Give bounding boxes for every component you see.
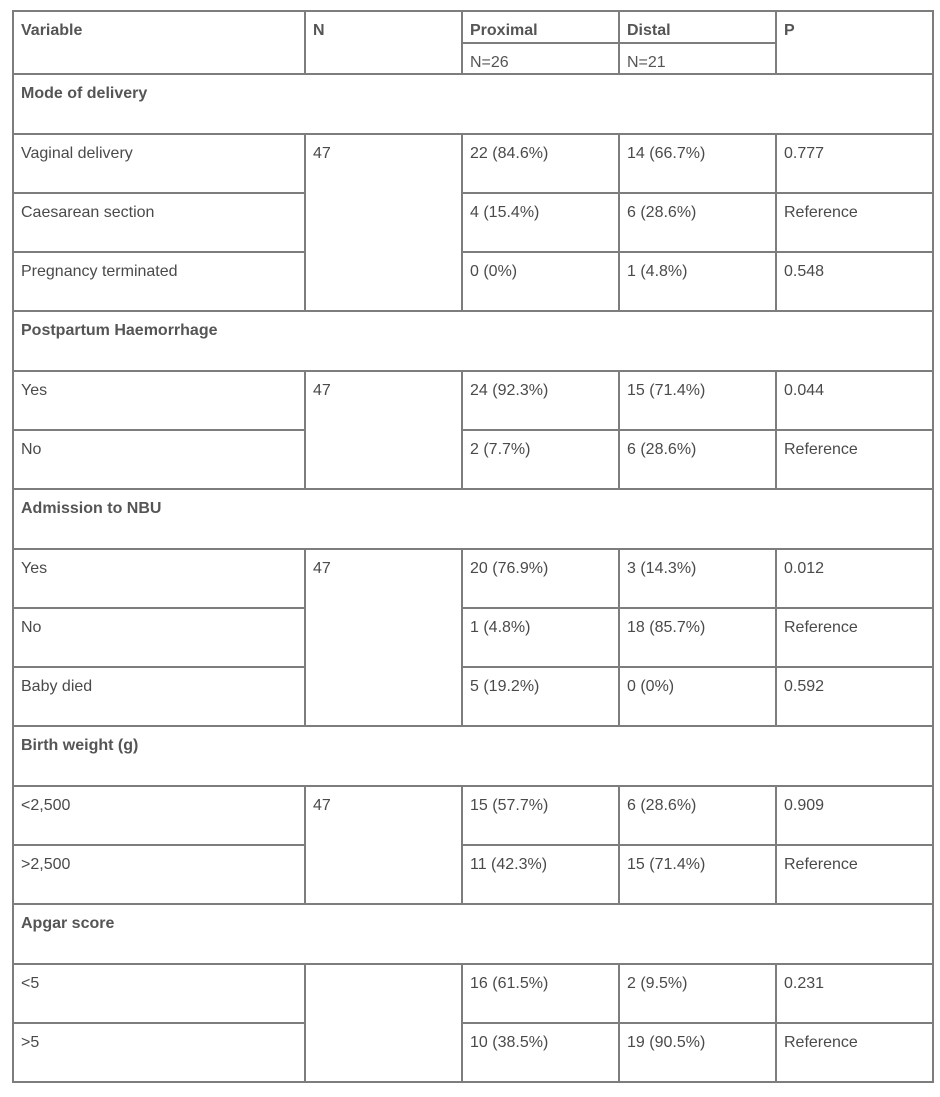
section-row [13, 74, 933, 134]
header-row [13, 11, 933, 43]
distal-value: 2 (9.5%) [619, 964, 776, 1023]
table-row [13, 252, 933, 311]
proximal-value: 11 (42.3%) [462, 845, 619, 904]
row-label: Pregnancy terminated [13, 252, 305, 311]
section-title: Apgar score [13, 904, 933, 964]
table-row [13, 608, 933, 667]
proximal-value: 24 (92.3%) [462, 371, 619, 430]
proximal-value: 1 (4.8%) [462, 608, 619, 667]
proximal-value: 5 (19.2%) [462, 667, 619, 726]
p-value: 0.777 [776, 134, 933, 193]
proximal-value: 16 (61.5%) [462, 964, 619, 1023]
distal-value: 0 (0%) [619, 667, 776, 726]
header-proximal-n: N=26 [462, 43, 619, 74]
row-label: Baby died [13, 667, 305, 726]
distal-value: 18 (85.7%) [619, 608, 776, 667]
table-row [13, 193, 933, 252]
distal-value: 15 (71.4%) [619, 371, 776, 430]
row-label: Yes [13, 371, 305, 430]
n-value: 47 [305, 134, 462, 311]
section-row [13, 726, 933, 786]
row-label: <5 [13, 964, 305, 1023]
section-title: Postpartum Haemorrhage [13, 311, 933, 371]
p-value: 0.548 [776, 252, 933, 311]
p-value: Reference [776, 193, 933, 252]
distal-value: 6 (28.6%) [619, 786, 776, 845]
table-row [13, 845, 933, 904]
table-row [13, 1023, 933, 1082]
row-label: Yes [13, 549, 305, 608]
section-title: Admission to NBU [13, 489, 933, 549]
distal-value: 19 (90.5%) [619, 1023, 776, 1082]
header-variable: Variable [13, 11, 305, 74]
p-value: 0.012 [776, 549, 933, 608]
table-row [13, 430, 933, 489]
row-label: Caesarean section [13, 193, 305, 252]
proximal-value: 22 (84.6%) [462, 134, 619, 193]
header-proximal: Proximal [462, 11, 619, 43]
distal-value: 6 (28.6%) [619, 430, 776, 489]
row-label: <2,500 [13, 786, 305, 845]
section-row [13, 311, 933, 371]
distal-value: 14 (66.7%) [619, 134, 776, 193]
p-value: 0.231 [776, 964, 933, 1023]
section-row [13, 904, 933, 964]
table-row [13, 371, 933, 430]
proximal-value: 15 (57.7%) [462, 786, 619, 845]
header-n: N [305, 11, 462, 74]
distal-value: 3 (14.3%) [619, 549, 776, 608]
p-value: 0.592 [776, 667, 933, 726]
p-value: Reference [776, 608, 933, 667]
section-title: Birth weight (g) [13, 726, 933, 786]
row-label: >5 [13, 1023, 305, 1082]
row-label: >2,500 [13, 845, 305, 904]
proximal-value: 10 (38.5%) [462, 1023, 619, 1082]
n-value: 47 [305, 371, 462, 489]
distal-value: 15 (71.4%) [619, 845, 776, 904]
table-row [13, 134, 933, 193]
section-title: Mode of delivery [13, 74, 933, 134]
table-row [13, 667, 933, 726]
results-table [12, 10, 934, 1083]
row-label: No [13, 608, 305, 667]
proximal-value: 20 (76.9%) [462, 549, 619, 608]
p-value: Reference [776, 430, 933, 489]
n-value: 47 [305, 549, 462, 726]
header-distal-n: N=21 [619, 43, 776, 74]
table-row [13, 964, 933, 1023]
header-distal: Distal [619, 11, 776, 43]
row-label: No [13, 430, 305, 489]
proximal-value: 4 (15.4%) [462, 193, 619, 252]
table-row [13, 549, 933, 608]
n-value: 47 [305, 786, 462, 904]
row-label: Vaginal delivery [13, 134, 305, 193]
p-value: Reference [776, 845, 933, 904]
p-value: 0.909 [776, 786, 933, 845]
table-row [13, 786, 933, 845]
header-p: P [776, 11, 933, 74]
distal-value: 6 (28.6%) [619, 193, 776, 252]
proximal-value: 2 (7.7%) [462, 430, 619, 489]
p-value: 0.044 [776, 371, 933, 430]
distal-value: 1 (4.8%) [619, 252, 776, 311]
n-value [305, 964, 462, 1082]
p-value: Reference [776, 1023, 933, 1082]
section-row [13, 489, 933, 549]
proximal-value: 0 (0%) [462, 252, 619, 311]
